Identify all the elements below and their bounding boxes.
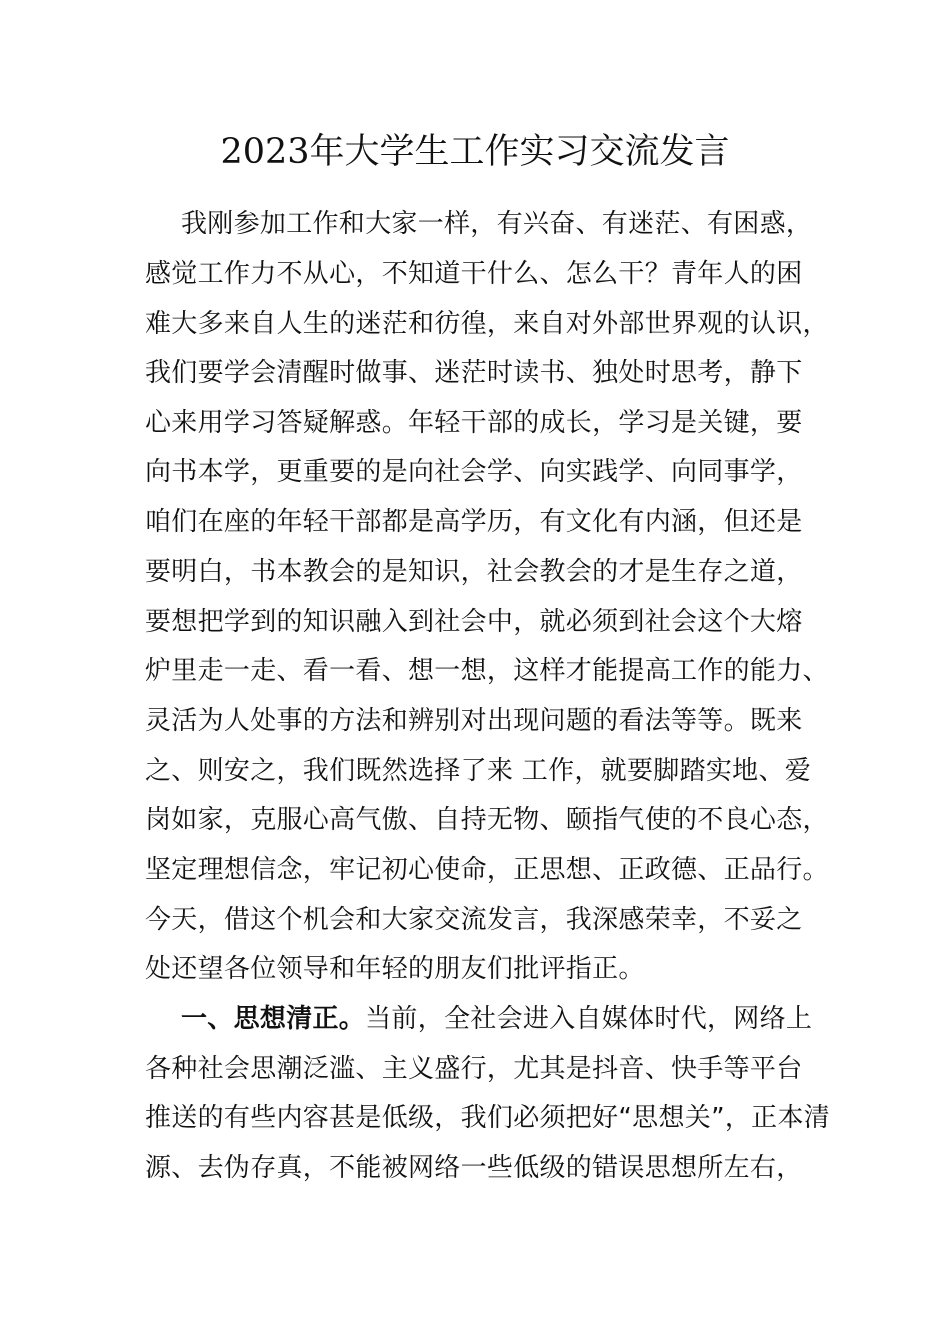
paragraph-line: 处还望各位领导和年轻的朋友们批评指正。 (145, 954, 645, 984)
section-heading: 一、思想清正。 (181, 1004, 366, 1034)
paragraph-line: 心来用学习答疑解惑。年轻干部的成长，学习是关键，要 (145, 408, 803, 438)
paragraph-line: 灵活为人处事的方法和辨别对出现问题的看法等等。既来 (145, 706, 803, 736)
document-title: 2023年大学生工作实习交流发言 (220, 132, 730, 172)
paragraph-line: 我们要学会清醒时做事、迷茫时读书、独处时思考，静下 (145, 358, 803, 388)
paragraph-line: 难大多来自人生的迷茫和彷徨，来自对外部世界观的认识， (145, 309, 829, 339)
paragraph-line: 要明白，书本教会的是知识，社会教会的才是生存之道， (145, 557, 803, 587)
paragraph-line: 源、去伪存真，不能被网络一些低级的错误思想所左右， (145, 1153, 803, 1183)
paragraph-line: 今天，借这个机会和大家交流发言，我深感荣幸，不妥之 (145, 905, 803, 935)
paragraph-line: 推送的有些内容甚是低级，我们必须把好“思想关”，正本清 (145, 1103, 831, 1133)
section-first-line-text: 当前，全社会进入自媒体时代，网络上 (365, 1004, 813, 1034)
paragraph-line: 要想把学到的知识融入到社会中，就必须到社会这个大熔 (145, 607, 803, 637)
paragraph-line: 感觉工作力不从心，不知道干什么、怎么干？青年人的困 (145, 259, 803, 289)
paragraph-line: 我刚参加工作和大家一样，有兴奋、有迷茫、有困惑， (181, 209, 813, 239)
paragraph-line: 岗如家，克服心高气傲、自持无物、颐指气使的不良心态， (145, 805, 829, 835)
paragraph-line: 坚定理想信念，牢记初心使命，正思想、正政德、正品行。 (145, 855, 829, 885)
paragraph-line: 各种社会思潮泛滥、主义盛行，尤其是抖音、快手等平台 (145, 1054, 803, 1084)
paragraph-line: 向书本学，更重要的是向社会学、向实践学、向同事学， (145, 457, 803, 487)
paragraph-line: 之、则安之，我们既然选择了来 工作，就要脚踏实地、爱 (145, 756, 812, 786)
paragraph-line: 咱们在座的年轻干部都是高学历，有文化有内涵，但还是 (145, 507, 803, 537)
section-first-line (181, 1001, 812, 1037)
paragraph-line: 炉里走一走、看一看、想一想，这样才能提高工作的能力、 (145, 656, 829, 686)
